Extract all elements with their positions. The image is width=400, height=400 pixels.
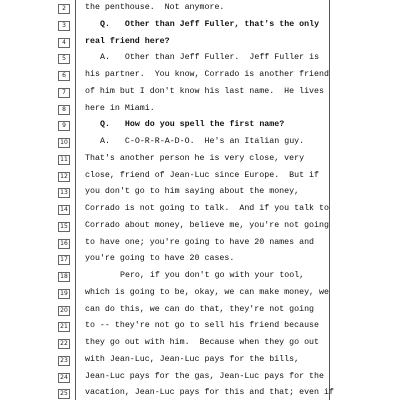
line-number: 2 <box>58 4 70 14</box>
transcript-line: Jean-Luc pays for the gas, Jean-Luc pays for the <box>85 371 324 381</box>
left-margin-rule <box>75 0 76 400</box>
question-line: real friend here? <box>85 36 170 46</box>
line-number: 9 <box>58 121 70 131</box>
transcript-line: you're going to have 20 cases. <box>85 254 235 264</box>
question-line: Q. How do you spell the first name? <box>100 120 285 130</box>
transcript-line: Pero, if you don't go with your tool, <box>120 271 305 280</box>
line-number: 18 <box>58 272 70 282</box>
line-number: 11 <box>58 155 70 165</box>
transcript-line: to have one; you're going to have 20 names and <box>85 237 315 247</box>
line-number: 5 <box>58 54 70 64</box>
transcript-line: can do this, we can do that, they're not going <box>85 304 315 314</box>
transcript-line: the penthouse. Not anymore. <box>85 3 225 12</box>
right-margin-rule <box>329 0 330 400</box>
line-number: 15 <box>58 222 70 232</box>
line-number: 10 <box>58 138 70 148</box>
line-number: 3 <box>58 21 70 31</box>
transcript-line: of him but I don't know his last name. He lives <box>85 86 324 96</box>
line-number: 14 <box>58 205 70 215</box>
line-number: 17 <box>58 255 70 265</box>
transcript-line: his partner. You know, Corrado is another friend <box>85 70 329 79</box>
transcript-line: here in Miami. <box>85 103 155 113</box>
line-number: 6 <box>58 71 70 81</box>
transcript-line: Corrado about money, believe me, you're not going <box>85 220 329 230</box>
transcript-line: you don't go to him saying about the money, <box>85 187 300 197</box>
line-number: 7 <box>58 88 70 98</box>
line-number: 13 <box>58 188 70 198</box>
transcript-line: they go out with him. Because when they go out <box>85 338 320 347</box>
line-number: 22 <box>58 339 70 349</box>
line-number: 20 <box>58 306 70 316</box>
transcript-line: That's another person he is very close, very <box>85 153 305 163</box>
line-number: 21 <box>58 322 70 332</box>
transcript-line: A. C-O-R-R-A-D-O. He's an Italian guy. <box>100 137 305 146</box>
line-number: 25 <box>58 389 70 399</box>
transcript-line: to -- they're not go to sell his friend because <box>85 321 320 331</box>
transcript-line: which is going to be, okay, we can make money, we <box>85 287 329 297</box>
line-number: 12 <box>58 172 70 182</box>
question-line: Q. Other than Jeff Fuller, that's the only <box>100 19 320 29</box>
transcript-line: Corrado is not going to talk. And if you talk to <box>85 204 329 213</box>
transcript-line: A. Other than Jeff Fuller. Jeff Fuller is <box>100 53 320 63</box>
transcript-line: with Jean-Luc, Jean-Luc pays for the bills, <box>85 354 300 364</box>
transcript-line: close, friend of Jean-Luc since Europe. But if <box>85 170 320 180</box>
line-number: 16 <box>58 239 70 249</box>
line-number: 4 <box>58 38 70 48</box>
transcript-line: vacation, Jean-Luc pays for this and that; even if <box>85 388 334 398</box>
line-number: 19 <box>58 289 70 299</box>
line-number: 23 <box>58 356 70 366</box>
line-number: 8 <box>58 105 70 115</box>
line-number: 24 <box>58 373 70 383</box>
